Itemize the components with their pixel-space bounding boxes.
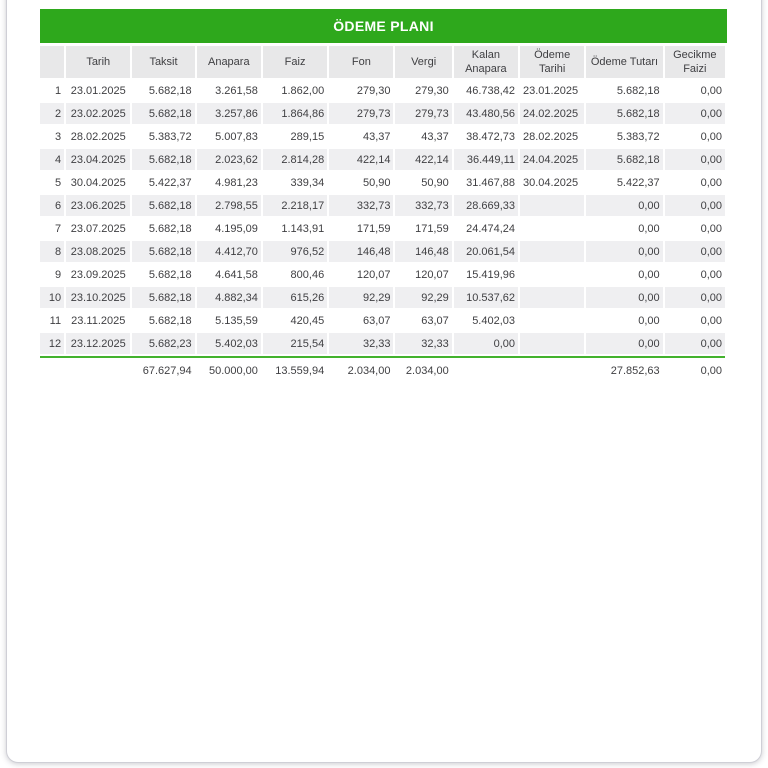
cell-row-number: 6	[40, 195, 64, 216]
table-row	[40, 218, 725, 239]
table-row	[40, 149, 725, 170]
cell-vergi: 32,33	[395, 333, 451, 354]
cell-faiz: 420,45	[290, 314, 325, 327]
cell-odeme-tutari: 0,00	[638, 314, 660, 327]
cell-anapara: 5.402,03	[197, 333, 261, 354]
cell-gecikme-faizi: 0,00	[665, 195, 725, 216]
total-taksit: 67.627,94	[142, 365, 192, 377]
cell-odeme-tutari: 5.682,18	[586, 149, 662, 170]
cell-vergi: 422,14	[395, 149, 451, 170]
table-row	[40, 172, 725, 193]
cell-row-number: 7	[54, 222, 62, 235]
cell-odeme-tarihi	[520, 333, 584, 354]
cell-odeme-tarihi	[520, 287, 584, 308]
cell-vergi: 92,29	[395, 287, 451, 308]
table-row	[40, 310, 725, 331]
cell-anapara: 5.007,83	[215, 130, 258, 143]
cell-odeme-tutari: 0,00	[586, 241, 662, 262]
cell-gecikme-faizi: 0,00	[700, 314, 722, 327]
cell-gecikme-faizi: 0,00	[665, 241, 725, 262]
cell-odeme-tarihi: 28.02.2025	[523, 130, 579, 143]
cell-anapara: 3.257,86	[197, 103, 261, 124]
cell-tarih: 23.01.2025	[70, 84, 126, 97]
cell-odeme-tarihi: 23.01.2025	[523, 84, 579, 97]
table-row	[40, 126, 725, 147]
cell-fon: 32,33	[329, 333, 393, 354]
cell-taksit: 5.682,18	[132, 103, 194, 124]
cell-kalan-anapara: 31.467,88	[466, 176, 516, 189]
cell-odeme-tarihi	[520, 195, 584, 216]
cell-faiz: 800,46	[290, 268, 325, 281]
table-row	[40, 287, 725, 308]
payment-plan-table	[38, 44, 727, 384]
cell-vergi: 43,37	[421, 130, 449, 143]
cell-taksit: 5.682,18	[148, 84, 192, 97]
cell-odeme-tutari: 0,00	[586, 333, 662, 354]
cell-odeme-tarihi: 30.04.2025	[523, 176, 579, 189]
column-header-anapara: Anapara	[197, 46, 261, 78]
cell-tarih: 23.09.2025	[70, 268, 126, 281]
cell-fon: 279,30	[356, 84, 391, 97]
total-tarih	[66, 360, 130, 382]
cell-taksit: 5.682,23	[132, 333, 194, 354]
cell-vergi: 50,90	[421, 176, 449, 189]
cell-kalan-anapara: 5.402,03	[472, 314, 516, 327]
cell-taksit: 5.682,18	[132, 149, 194, 170]
cell-kalan-anapara: 20.061,54	[454, 241, 518, 262]
cell-anapara: 5.135,59	[215, 314, 258, 327]
cell-vergi: 171,59	[415, 222, 449, 235]
total-fon: 2.034,00	[347, 365, 391, 377]
cell-vergi: 146,48	[395, 241, 451, 262]
cell-faiz: 1.864,86	[263, 103, 327, 124]
cell-faiz: 215,54	[263, 333, 327, 354]
cell-odeme-tarihi	[520, 310, 584, 331]
cell-taksit: 5.383,72	[148, 130, 192, 143]
cell-row-number: 8	[40, 241, 64, 262]
cell-gecikme-faizi: 0,00	[665, 333, 725, 354]
column-header-fon: Fon	[329, 46, 393, 78]
cell-taksit: 5.682,18	[132, 287, 194, 308]
total-row-number	[40, 360, 64, 382]
cell-tarih: 23.02.2025	[66, 103, 130, 124]
cell-odeme-tarihi: 24.04.2025	[520, 149, 584, 170]
cell-row-number: 1	[54, 84, 62, 97]
cell-odeme-tutari: 5.422,37	[616, 176, 660, 189]
cell-kalan-anapara: 38.472,73	[466, 130, 516, 143]
cell-kalan-anapara: 36.449,11	[454, 149, 518, 170]
cell-faiz: 1.862,00	[281, 84, 325, 97]
cell-fon: 146,48	[329, 241, 393, 262]
cell-taksit: 5.682,18	[148, 314, 192, 327]
cell-odeme-tutari: 0,00	[586, 287, 662, 308]
totals-separator-line	[40, 356, 725, 358]
cell-vergi: 332,73	[395, 195, 451, 216]
cell-gecikme-faizi: 0,00	[700, 222, 722, 235]
page-content	[7, 0, 761, 384]
cell-taksit: 5.422,37	[148, 176, 192, 189]
table-row	[40, 103, 725, 124]
cell-taksit: 5.682,18	[132, 195, 194, 216]
total-gecikme-faizi: 0,00	[700, 365, 722, 377]
cell-vergi: 279,30	[415, 84, 449, 97]
column-header-faiz: Faiz	[263, 46, 327, 78]
cell-row-number: 3	[54, 130, 62, 143]
cell-fon: 279,73	[329, 103, 393, 124]
total-odeme-tutari: 27.852,63	[610, 365, 660, 377]
cell-fon: 92,29	[329, 287, 393, 308]
cell-gecikme-faizi: 0,00	[665, 103, 725, 124]
cell-taksit: 5.682,18	[148, 268, 192, 281]
total-odeme-tarihi	[520, 360, 584, 382]
cell-row-number: 11	[49, 314, 62, 327]
cell-gecikme-faizi: 0,00	[700, 268, 722, 281]
table-row	[40, 241, 725, 262]
cell-kalan-anapara: 0,00	[454, 333, 518, 354]
cell-vergi: 279,73	[395, 103, 451, 124]
cell-vergi: 63,07	[421, 314, 449, 327]
cell-faiz: 1.143,91	[281, 222, 325, 235]
cell-tarih: 23.04.2025	[66, 149, 130, 170]
cell-odeme-tutari: 5.383,72	[616, 130, 660, 143]
cell-row-number: 5	[54, 176, 62, 189]
cell-tarih: 23.11.2025	[71, 314, 126, 327]
cell-row-number: 10	[40, 287, 64, 308]
cell-tarih: 28.02.2025	[70, 130, 126, 143]
cell-anapara: 2.023,62	[197, 149, 261, 170]
cell-kalan-anapara: 10.537,62	[454, 287, 518, 308]
cell-faiz: 289,15	[290, 130, 325, 143]
cell-faiz: 339,34	[290, 176, 325, 189]
cell-tarih: 30.04.2025	[70, 176, 126, 189]
payment-plan-page	[6, 0, 762, 763]
cell-odeme-tarihi: 24.02.2025	[520, 103, 584, 124]
column-header-row-number	[40, 46, 64, 78]
cell-kalan-anapara: 28.669,33	[454, 195, 518, 216]
table-row	[40, 195, 725, 216]
cell-odeme-tutari: 0,00	[586, 195, 662, 216]
cell-vergi: 120,07	[415, 268, 449, 281]
cell-gecikme-faizi: 0,00	[700, 130, 722, 143]
cell-odeme-tarihi	[520, 241, 584, 262]
cell-fon: 63,07	[362, 314, 391, 327]
cell-fon: 422,14	[329, 149, 393, 170]
totals-row	[40, 360, 725, 382]
cell-faiz: 976,52	[263, 241, 327, 262]
cell-anapara: 4.412,70	[197, 241, 261, 262]
cell-kalan-anapara: 43.480,56	[454, 103, 518, 124]
cell-row-number: 12	[40, 333, 64, 354]
column-header-odeme-tutari: Ödeme Tutarı	[586, 46, 662, 78]
cell-anapara: 4.641,58	[215, 268, 258, 281]
cell-taksit: 5.682,18	[132, 241, 194, 262]
cell-gecikme-faizi: 0,00	[665, 287, 725, 308]
cell-fon: 43,37	[362, 130, 391, 143]
total-vergi: 2.034,00	[405, 365, 449, 377]
cell-row-number: 2	[40, 103, 64, 124]
cell-anapara: 2.798,55	[197, 195, 261, 216]
column-header-odeme-tarihi: Ödeme Tarihi	[520, 46, 584, 78]
cell-anapara: 4.882,34	[197, 287, 261, 308]
cell-kalan-anapara: 24.474,24	[466, 222, 516, 235]
cell-gecikme-faizi: 0,00	[665, 149, 725, 170]
payment-plan-title-bar	[40, 9, 727, 43]
cell-tarih: 23.12.2025	[66, 333, 130, 354]
cell-anapara: 3.261,58	[215, 84, 258, 97]
cell-faiz: 2.218,17	[263, 195, 327, 216]
cell-odeme-tutari: 5.682,18	[586, 103, 662, 124]
table-row	[40, 80, 725, 101]
cell-odeme-tarihi	[520, 218, 584, 239]
column-header-vergi: Vergi	[395, 46, 451, 78]
totals-separator-line	[40, 356, 725, 358]
column-header-kalan-anapara: Kalan Anapara	[454, 46, 518, 78]
cell-kalan-anapara: 15.419,96	[466, 268, 516, 281]
cell-fon: 50,90	[362, 176, 391, 189]
cell-row-number: 9	[54, 268, 62, 281]
total-faiz: 13.559,94	[275, 365, 325, 377]
cell-faiz: 2.814,28	[263, 149, 327, 170]
cell-odeme-tutari: 0,00	[638, 222, 660, 235]
cell-fon: 332,73	[329, 195, 393, 216]
cell-fon: 120,07	[356, 268, 391, 281]
cell-odeme-tutari: 5.682,18	[616, 84, 660, 97]
page-title: ÖDEME PLANI	[333, 18, 434, 34]
cell-tarih: 23.08.2025	[66, 241, 130, 262]
cell-gecikme-faizi: 0,00	[700, 84, 722, 97]
cell-odeme-tarihi	[520, 264, 584, 285]
cell-anapara: 4.981,23	[215, 176, 258, 189]
cell-taksit: 5.682,18	[148, 222, 192, 235]
cell-faiz: 615,26	[263, 287, 327, 308]
table-header-row	[40, 46, 725, 78]
table-row	[40, 333, 725, 354]
total-anapara: 50.000,00	[208, 365, 258, 377]
cell-fon: 171,59	[356, 222, 391, 235]
cell-row-number: 4	[40, 149, 64, 170]
cell-gecikme-faizi: 0,00	[700, 176, 722, 189]
cell-anapara: 4.195,09	[215, 222, 258, 235]
total-kalan-anapara	[454, 360, 518, 382]
column-header-gecikme-faizi: Gecikme Faizi	[665, 46, 725, 78]
table-row	[40, 264, 725, 285]
cell-kalan-anapara: 46.738,42	[466, 84, 516, 97]
cell-tarih: 23.06.2025	[66, 195, 130, 216]
cell-tarih: 23.10.2025	[66, 287, 130, 308]
cell-odeme-tutari: 0,00	[638, 268, 660, 281]
cell-tarih: 23.07.2025	[70, 222, 126, 235]
column-header-tarih: Tarih	[66, 46, 130, 78]
column-header-taksit: Taksit	[132, 46, 194, 78]
